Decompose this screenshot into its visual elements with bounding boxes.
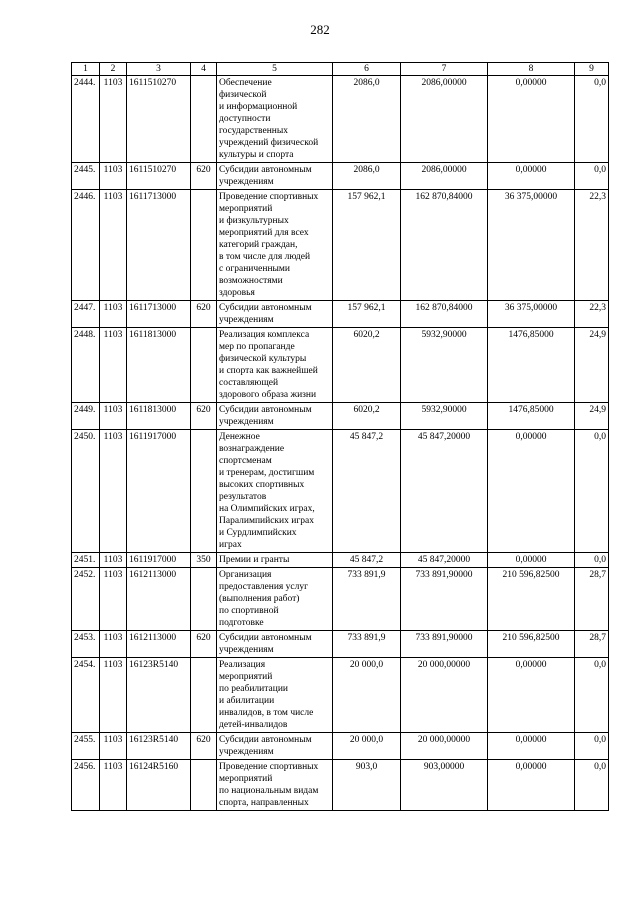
target-code: 16123R5140 [127, 658, 191, 733]
table-row [72, 328, 609, 403]
expense-type: 620 [191, 301, 217, 328]
table-row [72, 163, 609, 190]
expense-type: 620 [191, 163, 217, 190]
approved-amount: 162 870,84000 [401, 190, 488, 301]
approved-amount: 2086,00000 [401, 76, 488, 163]
target-code: 1612113000 [127, 631, 191, 658]
table-row [72, 430, 609, 553]
planned-amount: 157 962,1 [333, 190, 401, 301]
row-number: 2452. [72, 568, 100, 631]
row-number: 2445. [72, 163, 100, 190]
percent-value: 0,0 [575, 430, 609, 553]
approved-amount: 20 000,00000 [401, 658, 488, 733]
executed-amount: 0,00000 [488, 553, 575, 568]
row-name: Денежное вознаграждение спортсменам и тренерам, достигшим высоких спортивных результатов на Олимпийских играх, Паралимпийских играх и Сурдлимпийских играх [217, 430, 333, 553]
executed-amount: 0,00000 [488, 76, 575, 163]
section-code: 1103 [100, 568, 127, 631]
row-number: 2447. [72, 301, 100, 328]
executed-amount: 0,00000 [488, 733, 575, 760]
approved-amount: 20 000,00000 [401, 733, 488, 760]
executed-amount: 210 596,82500 [488, 568, 575, 631]
row-number: 2448. [72, 328, 100, 403]
column-header: 7 [401, 63, 488, 76]
executed-amount: 1476,85000 [488, 403, 575, 430]
approved-amount: 733 891,90000 [401, 631, 488, 658]
percent-value: 28,7 [575, 631, 609, 658]
section-code: 1103 [100, 658, 127, 733]
planned-amount: 2086,0 [333, 163, 401, 190]
executed-amount: 0,00000 [488, 658, 575, 733]
percent-value: 28,7 [575, 568, 609, 631]
row-name: Реализация мероприятий по реабилитации и абилитации инвалидов, в том числе детей-инвалидов [217, 658, 333, 733]
row-name: Организация предоставления услуг (выполнения работ) по спортивной подготовке [217, 568, 333, 631]
column-header: 6 [333, 63, 401, 76]
approved-amount: 903,00000 [401, 760, 488, 811]
section-code: 1103 [100, 76, 127, 163]
approved-amount: 5932,90000 [401, 328, 488, 403]
row-name: Субсидии автономным учреждениям [217, 163, 333, 190]
row-name: Субсидии автономным учреждениям [217, 403, 333, 430]
percent-value: 0,0 [575, 76, 609, 163]
percent-value: 0,0 [575, 553, 609, 568]
row-name: Проведение спортивных мероприятий и физкультурных мероприятий для всех категорий граждан, в том числе для людей с ограниченными возможностями здоровья [217, 190, 333, 301]
row-name: Премии и гранты [217, 553, 333, 568]
executed-amount: 0,00000 [488, 163, 575, 190]
expense-type [191, 76, 217, 163]
column-header: 9 [575, 63, 609, 76]
table-row [72, 553, 609, 568]
expense-type [191, 568, 217, 631]
table-row [72, 733, 609, 760]
table-row [72, 301, 609, 328]
row-number: 2450. [72, 430, 100, 553]
target-code: 1611813000 [127, 328, 191, 403]
expense-type: 620 [191, 403, 217, 430]
expense-type: 620 [191, 733, 217, 760]
expense-type [191, 190, 217, 301]
row-name: Субсидии автономным учреждениям [217, 733, 333, 760]
row-number: 2453. [72, 631, 100, 658]
planned-amount: 6020,2 [333, 328, 401, 403]
section-code: 1103 [100, 760, 127, 811]
percent-value: 22,3 [575, 190, 609, 301]
target-code: 16123R5140 [127, 733, 191, 760]
executed-amount: 210 596,82500 [488, 631, 575, 658]
target-code: 1611813000 [127, 403, 191, 430]
column-header: 5 [217, 63, 333, 76]
executed-amount: 0,00000 [488, 760, 575, 811]
target-code: 1611510270 [127, 76, 191, 163]
section-code: 1103 [100, 631, 127, 658]
section-code: 1103 [100, 328, 127, 403]
planned-amount: 157 962,1 [333, 301, 401, 328]
table-row [72, 760, 609, 811]
expense-type [191, 760, 217, 811]
column-header: 3 [127, 63, 191, 76]
section-code: 1103 [100, 190, 127, 301]
column-header: 4 [191, 63, 217, 76]
table-row [72, 631, 609, 658]
section-code: 1103 [100, 163, 127, 190]
planned-amount: 733 891,9 [333, 631, 401, 658]
table-row [72, 403, 609, 430]
row-number: 2449. [72, 403, 100, 430]
planned-amount: 20 000,0 [333, 733, 401, 760]
row-number: 2444. [72, 76, 100, 163]
planned-amount: 2086,0 [333, 76, 401, 163]
executed-amount: 36 375,00000 [488, 301, 575, 328]
page-number: 282 [310, 22, 330, 37]
section-code: 1103 [100, 553, 127, 568]
budget-table [71, 62, 609, 811]
percent-value: 24,9 [575, 403, 609, 430]
planned-amount: 903,0 [333, 760, 401, 811]
row-name: Реализация комплекса мер по пропаганде физической культуры и спорта как важнейшей составляющей здорового образа жизни [217, 328, 333, 403]
target-code: 1611713000 [127, 301, 191, 328]
header-row [72, 63, 609, 76]
approved-amount: 5932,90000 [401, 403, 488, 430]
approved-amount: 733 891,90000 [401, 568, 488, 631]
executed-amount: 0,00000 [488, 430, 575, 553]
planned-amount: 733 891,9 [333, 568, 401, 631]
table-row [72, 568, 609, 631]
row-name: Субсидии автономным учреждениям [217, 631, 333, 658]
row-number: 2446. [72, 190, 100, 301]
expense-type [191, 328, 217, 403]
target-code: 16124R5160 [127, 760, 191, 811]
percent-value: 0,0 [575, 658, 609, 733]
percent-value: 0,0 [575, 163, 609, 190]
row-number: 2455. [72, 733, 100, 760]
approved-amount: 2086,00000 [401, 163, 488, 190]
column-header: 1 [72, 63, 100, 76]
expense-type [191, 430, 217, 553]
target-code: 1611917000 [127, 430, 191, 553]
row-number: 2451. [72, 553, 100, 568]
table-row [72, 658, 609, 733]
planned-amount: 6020,2 [333, 403, 401, 430]
executed-amount: 1476,85000 [488, 328, 575, 403]
row-name: Обеспечение физической и информационной доступности государственных учреждений физической культуры и спорта [217, 76, 333, 163]
percent-value: 0,0 [575, 733, 609, 760]
planned-amount: 20 000,0 [333, 658, 401, 733]
expense-type: 620 [191, 631, 217, 658]
target-code: 1611713000 [127, 190, 191, 301]
approved-amount: 45 847,20000 [401, 430, 488, 553]
row-number: 2454. [72, 658, 100, 733]
percent-value: 22,3 [575, 301, 609, 328]
approved-amount: 45 847,20000 [401, 553, 488, 568]
target-code: 1611510270 [127, 163, 191, 190]
percent-value: 24,9 [575, 328, 609, 403]
section-code: 1103 [100, 403, 127, 430]
section-code: 1103 [100, 301, 127, 328]
approved-amount: 162 870,84000 [401, 301, 488, 328]
column-header: 2 [100, 63, 127, 76]
row-name: Субсидии автономным учреждениям [217, 301, 333, 328]
target-code: 1611917000 [127, 553, 191, 568]
section-code: 1103 [100, 733, 127, 760]
target-code: 1612113000 [127, 568, 191, 631]
expense-type [191, 658, 217, 733]
section-code: 1103 [100, 430, 127, 553]
executed-amount: 36 375,00000 [488, 190, 575, 301]
percent-value: 0,0 [575, 760, 609, 811]
row-name: Проведение спортивных мероприятий по национальным видам спорта, направленных [217, 760, 333, 811]
column-header: 8 [488, 63, 575, 76]
planned-amount: 45 847,2 [333, 430, 401, 553]
expense-type: 350 [191, 553, 217, 568]
table-row [72, 76, 609, 163]
row-number: 2456. [72, 760, 100, 811]
table-row [72, 190, 609, 301]
planned-amount: 45 847,2 [333, 553, 401, 568]
